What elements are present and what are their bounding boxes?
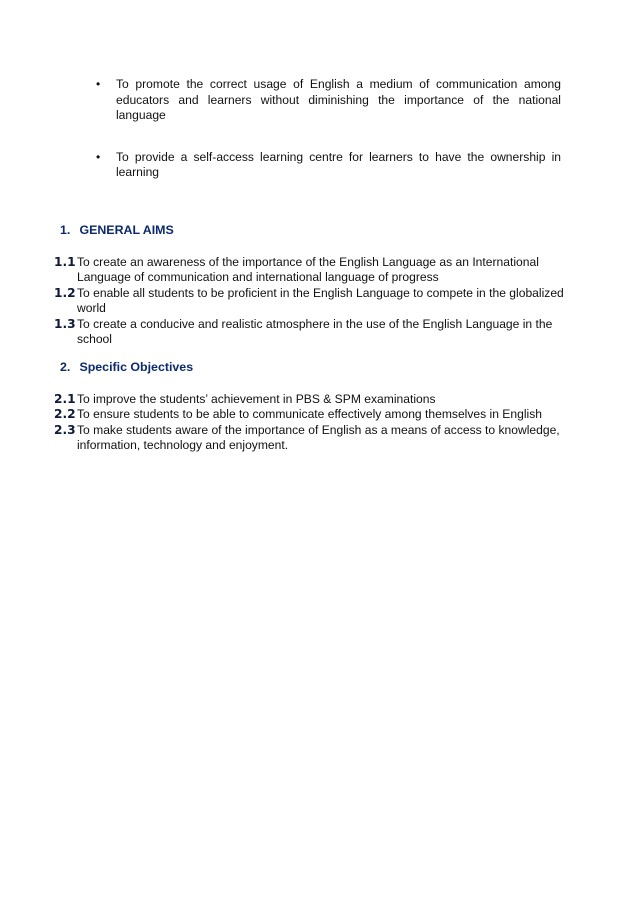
item-text: To enable all students to be proficient in the English Language to compete in the globalized world [77,285,564,316]
list-item [54,423,564,454]
bullet-text: To provide a self-access learning centre for learners to have the ownership in learning [116,149,561,180]
list-item [54,392,564,407]
section-title: GENERAL AIMS [79,223,174,237]
item-number: 1.3 [54,316,76,331]
general-aims-heading [60,223,174,237]
bullet-dot-icon: • [96,149,101,164]
item-text: To create an awareness of the importance of the English Language as an International Language of communication and international language of progress [77,255,539,285]
section-number: 1. [60,223,71,237]
bullet-text: To promote the correct usage of English a medium of communication among educators and learners without diminishing the importance of the national language [116,77,561,123]
specific-objectives-list [54,392,564,454]
list-item [54,255,564,286]
bullet-dot-icon: • [96,77,101,91]
item-number: 2.1 [54,392,76,406]
specific-objectives-heading [60,360,193,374]
item-number: 2.3 [54,422,76,437]
item-text: To make students aware of the importance of English as a means of access to knowledge, information, technology and enjoyment. [77,422,560,453]
intro-bullet-list [96,77,561,207]
list-item [54,286,564,317]
section-number: 2. [60,360,71,374]
list-item [54,317,564,348]
general-aims-list [54,255,564,347]
bullet-item [96,77,561,124]
list-item [54,407,564,422]
bullet-item [96,150,561,181]
section-title: Specific Objectives [79,360,194,374]
item-text: To create a conducive and realistic atmosphere in the use of the English Language in the school [77,316,553,347]
item-text: To ensure students to be able to communicate effectively among themselves in English [77,407,542,422]
item-text: To improve the students’ achievement in PBS & SPM examinations [77,392,436,406]
item-number: 1.1 [54,255,76,269]
item-number: 2.2 [54,407,76,422]
item-number: 1.2 [54,285,76,300]
